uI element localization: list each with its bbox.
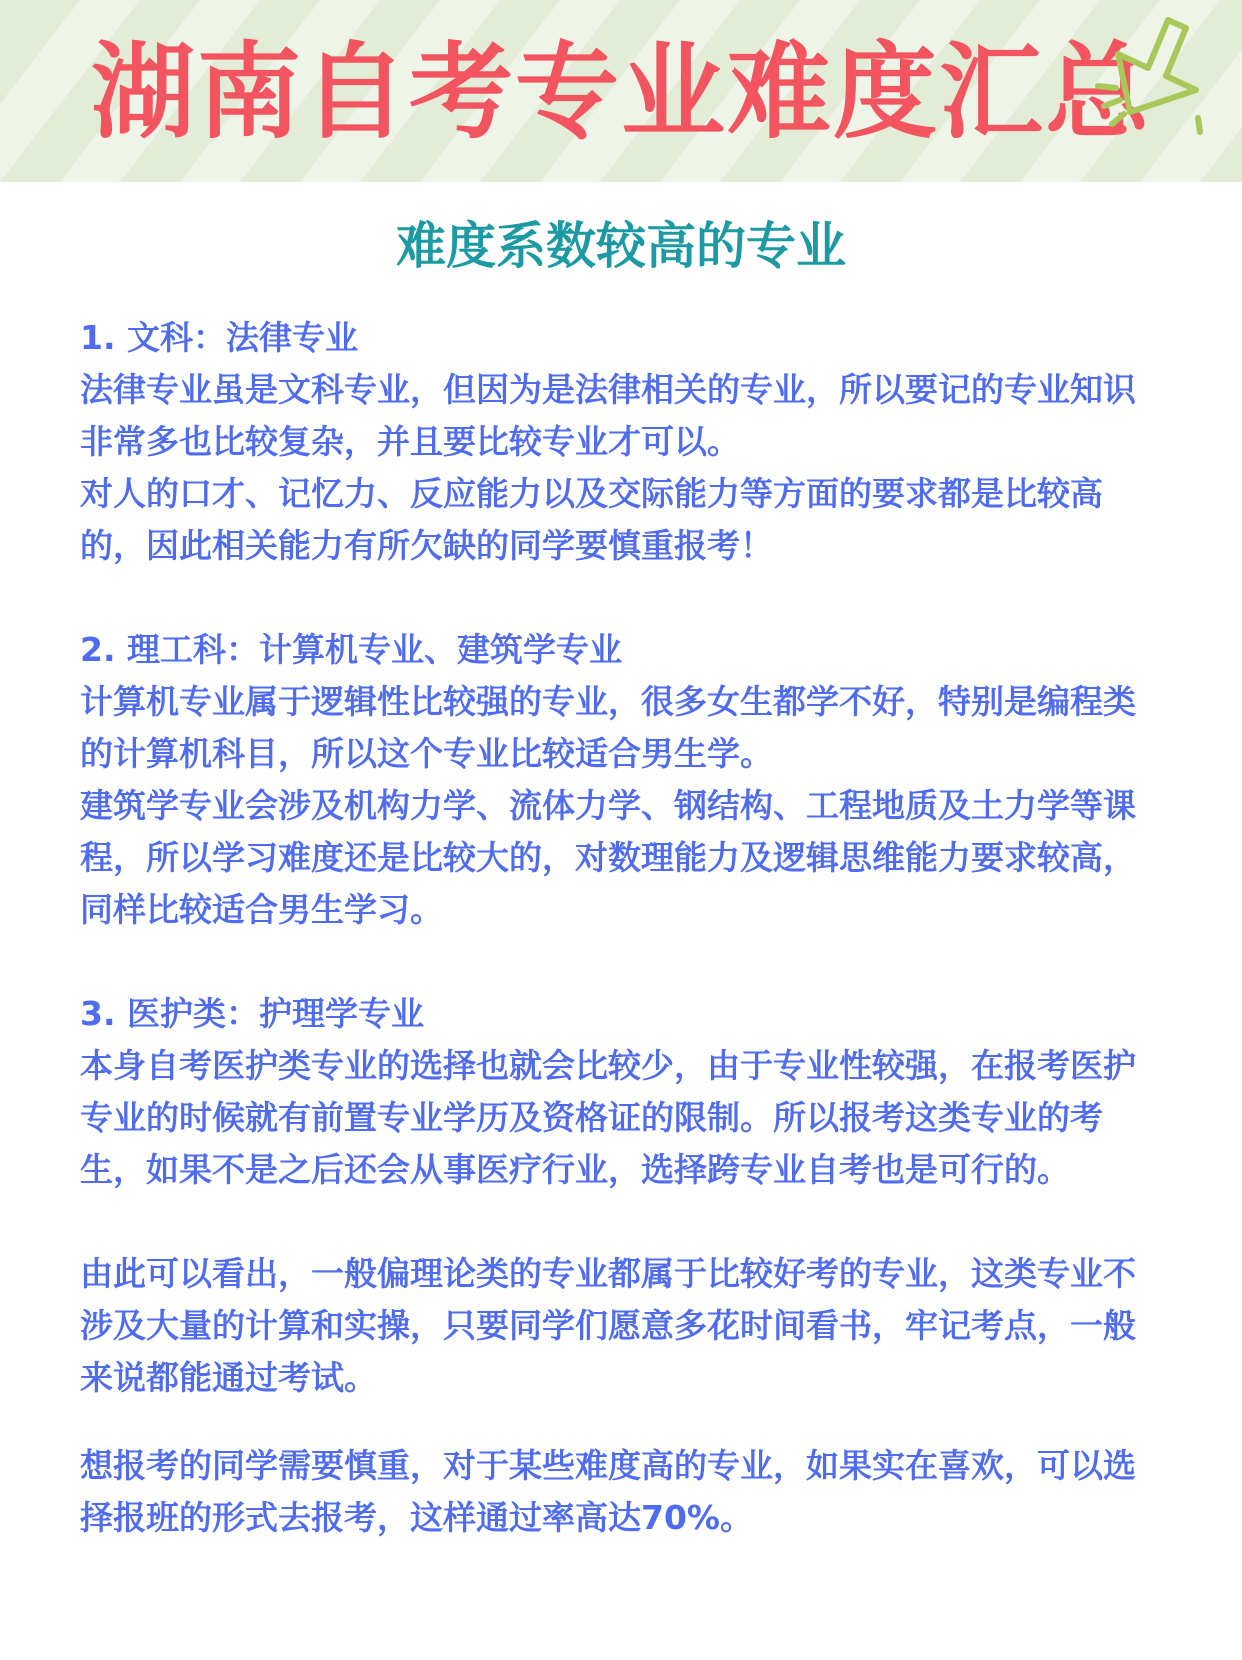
advice-paragraph: 想报考的同学需要慎重，对于某些难度高的专业，如果实在喜欢，可以选择报班的形式去报考，这样通过率高达70%。 — [80, 1446, 1136, 1537]
page-title: 湖南自考专业难度汇总 — [90, 31, 1151, 153]
spacer — [80, 572, 1165, 624]
item-heading-engineering: 2. 理工科：计算机专业、建筑学专业 — [80, 630, 622, 669]
item-heading-nursing: 3. 医护类：护理学专业 — [80, 994, 424, 1033]
item-paragraph: 计算机专业属于逻辑性比较强的专业，很多女生都学不好，特别是编程类的计算机科目，所以这个专业比较适合男生学。 — [80, 682, 1136, 773]
spacer — [80, 1404, 1165, 1440]
spacer — [80, 936, 1165, 988]
item-paragraph: 对人的口才、记忆力、反应能力以及交际能力等方面的要求都是比较高的，因此相关能力有所欠缺的同学要慎重报考！ — [80, 474, 1103, 565]
item-paragraph: 本身自考医护类专业的选择也就会比较少，由于专业性较强，在报考医护专业的时候就有前置专业学历及资格证的限制。所以报考这类专业的考生，如果不是之后还会从事医疗行业，选择跨专业自考也是可行的。 — [80, 1046, 1136, 1189]
conclusion-paragraph: 由此可以看出，一般偏理论类的专业都属于比较好考的专业，这类专业不涉及大量的计算和实操，只要同学们愿意多花时间看书，牢记考点，一般来说都能通过考试。 — [80, 1254, 1136, 1397]
content-body — [80, 312, 1165, 1544]
item-paragraph: 法律专业虽是文科专业，但因为是法律相关的专业，所以要记的专业知识非常多也比较复杂，并且要比较专业才可以。 — [80, 370, 1136, 461]
spacer — [80, 1196, 1165, 1248]
section-title: 难度系数较高的专业 — [396, 217, 846, 275]
header-banner — [0, 0, 1242, 182]
item-heading-law: 1. 文科：法律专业 — [80, 318, 358, 357]
item-paragraph: 建筑学专业会涉及机构力学、流体力学、钢结构、工程地质及土力学等课程，所以学习难度还是比较大的，对数理能力及逻辑思维能力要求较高，同样比较适合男生学习。 — [80, 786, 1136, 929]
arrow-icon — [1090, 6, 1240, 156]
